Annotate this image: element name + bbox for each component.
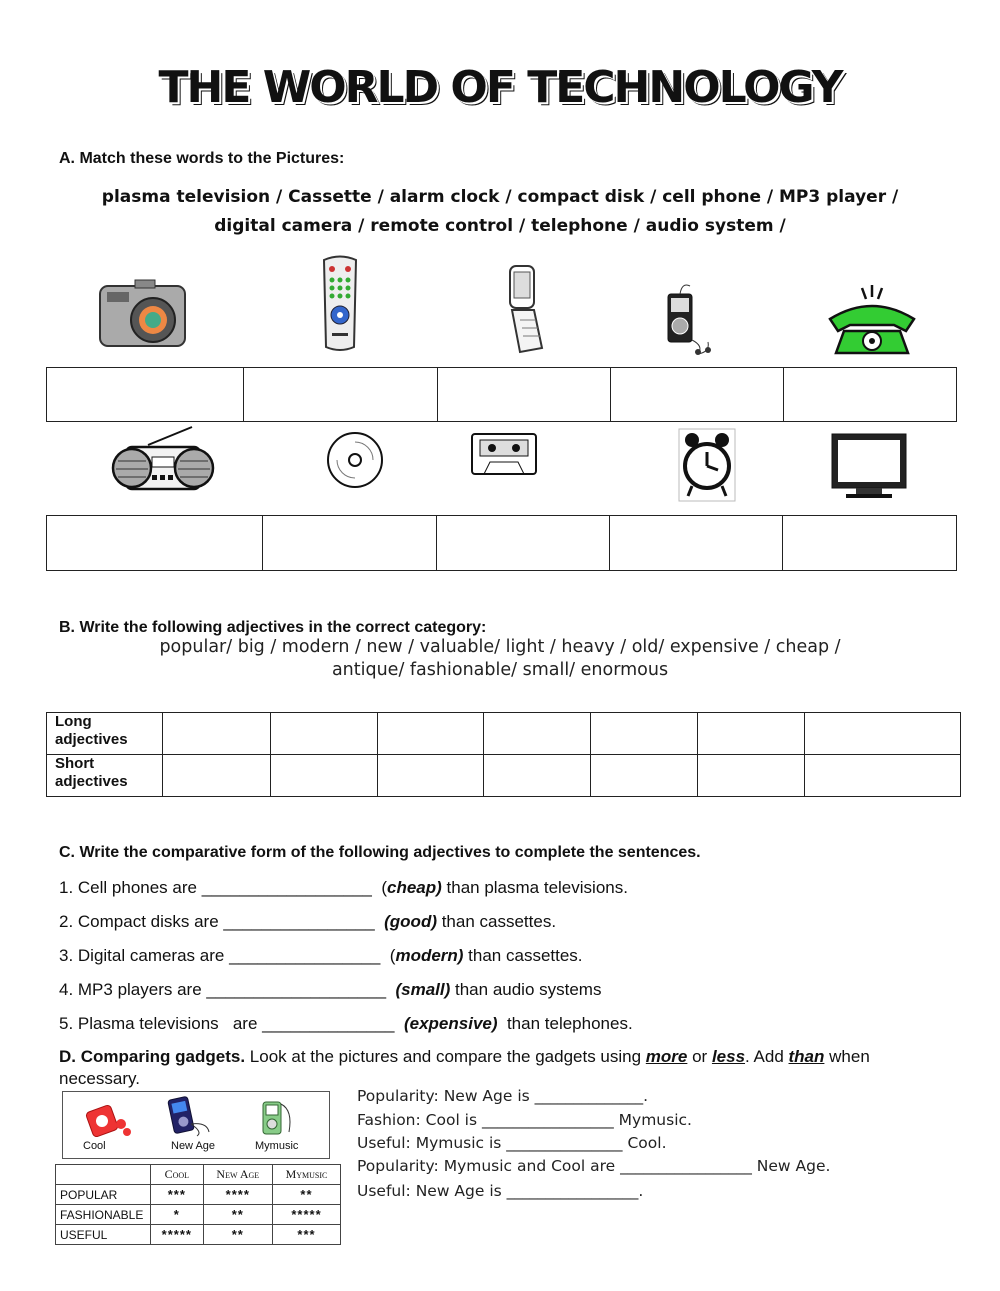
rating-cell: * bbox=[151, 1205, 204, 1225]
new-age-gadget-icon bbox=[163, 1094, 213, 1138]
rating-cell: ***** bbox=[272, 1205, 340, 1225]
sentence-1: 1. Cell phones are __________________ (cheap) than plasma televisions. bbox=[59, 878, 628, 897]
adjective-table bbox=[46, 712, 961, 797]
rating-cell: ***** bbox=[151, 1225, 204, 1245]
answer-row-2 bbox=[46, 515, 957, 571]
gadgets-picture-box bbox=[62, 1091, 330, 1159]
section-c-heading: C. Write the comparative form of the following adjectives to complete the sentences. bbox=[59, 844, 701, 861]
cool-gadget-icon bbox=[81, 1096, 131, 1138]
cassette-icon bbox=[470, 432, 538, 476]
answer-cell[interactable] bbox=[378, 755, 484, 797]
remote-control-icon bbox=[318, 255, 363, 355]
section-d-heading: D. Comparing gadgets. Look at the pictures and compare the gadgets using more or less. Add than when necessary. bbox=[59, 1047, 870, 1088]
gadget-label-mymusic: Mymusic bbox=[255, 1140, 299, 1152]
page-title: THE WORLD OF TECHNOLOGY bbox=[158, 62, 842, 113]
rating-cell: ** bbox=[203, 1205, 272, 1225]
answer-cell[interactable] bbox=[805, 755, 961, 797]
word-list-line-1: plasma television / Cassette / alarm clock / compact disk / cell phone / MP3 player / bbox=[101, 187, 899, 207]
answer-box[interactable] bbox=[610, 516, 783, 571]
answer-box[interactable] bbox=[47, 368, 244, 422]
sentence-2: 2. Compact disks are ________________ (good) than cassettes. bbox=[59, 912, 557, 931]
television-icon bbox=[830, 432, 910, 500]
mp3-player-icon bbox=[660, 280, 715, 358]
adjective-list-line-1: popular/ big / modern / new / valuable/ light / heavy / old/ expensive / cheap / bbox=[159, 637, 841, 657]
header-cool: Cool bbox=[151, 1165, 204, 1185]
telephone-icon bbox=[826, 285, 916, 357]
adjective-list-line-2: antique/ fashionable/ small/ enormous bbox=[331, 660, 669, 680]
answer-box[interactable] bbox=[611, 368, 784, 422]
rating-cell: *** bbox=[272, 1225, 340, 1245]
gadget-label-cool: Cool bbox=[83, 1140, 106, 1152]
answer-cell[interactable] bbox=[271, 713, 378, 755]
section-b-heading: B. Write the following adjectives in the correct category: bbox=[59, 619, 487, 636]
answer-box[interactable] bbox=[783, 516, 957, 571]
answer-box[interactable] bbox=[437, 516, 610, 571]
long-adjectives-label: Long adjectives bbox=[47, 713, 163, 755]
alarm-clock-icon bbox=[678, 428, 736, 502]
short-adjectives-label: Short adjectives bbox=[47, 755, 163, 797]
answer-cell[interactable] bbox=[591, 755, 698, 797]
row-label-fashionable: FASHIONABLE bbox=[56, 1205, 151, 1225]
answer-box[interactable] bbox=[438, 368, 611, 422]
answer-cell[interactable] bbox=[591, 713, 698, 755]
answer-row-1 bbox=[46, 367, 957, 422]
row-label-useful: USEFUL bbox=[56, 1225, 151, 1245]
rating-cell: ** bbox=[203, 1225, 272, 1245]
rating-cell: **** bbox=[203, 1185, 272, 1205]
ratings-table bbox=[55, 1164, 341, 1245]
answer-box[interactable] bbox=[784, 368, 957, 422]
mymusic-gadget-icon bbox=[253, 1096, 303, 1138]
word-list-line-2: digital camera / remote control / telephone / audio system / bbox=[214, 216, 786, 236]
compact-disk-icon bbox=[325, 430, 385, 490]
rating-cell: *** bbox=[151, 1185, 204, 1205]
sentence-4: 4. MP3 players are ___________________ (small) than audio systems bbox=[59, 980, 602, 999]
answer-cell[interactable] bbox=[698, 713, 805, 755]
comparison-sentence-1: Popularity: New Age is ______________. bbox=[357, 1087, 649, 1105]
answer-cell[interactable] bbox=[271, 755, 378, 797]
gadget-label-new-age: New Age bbox=[171, 1140, 216, 1152]
header-mymusic: Mymusic bbox=[272, 1165, 340, 1185]
sentence-3: 3. Digital cameras are ________________ (modern) than cassettes. bbox=[59, 946, 583, 965]
answer-cell[interactable] bbox=[163, 713, 271, 755]
answer-cell[interactable] bbox=[805, 713, 961, 755]
camera-icon bbox=[95, 278, 190, 353]
answer-cell[interactable] bbox=[698, 755, 805, 797]
answer-box[interactable] bbox=[47, 516, 263, 571]
comparison-sentence-2: Fashion: Cool is _________________ Mymusic. bbox=[357, 1111, 692, 1129]
header-new-age: New Age bbox=[203, 1165, 272, 1185]
comparison-sentence-4: Popularity: Mymusic and Cool are _________________ New Age. bbox=[357, 1157, 831, 1175]
answer-cell[interactable] bbox=[484, 713, 591, 755]
answer-cell[interactable] bbox=[163, 755, 271, 797]
cell-phone-icon bbox=[500, 262, 550, 357]
comparison-sentence-5: Useful: New Age is _________________. bbox=[357, 1182, 644, 1200]
rating-cell: ** bbox=[272, 1185, 340, 1205]
answer-cell[interactable] bbox=[378, 713, 484, 755]
answer-box[interactable] bbox=[244, 368, 438, 422]
comparison-sentence-3: Useful: Mymusic is _______________ Cool. bbox=[357, 1134, 667, 1152]
section-a-heading: A. Match these words to the Pictures: bbox=[59, 150, 345, 167]
answer-box[interactable] bbox=[263, 516, 437, 571]
row-label-popular: POPULAR bbox=[56, 1185, 151, 1205]
sentence-5: 5. Plasma televisions are ______________ (expensive) than telephones. bbox=[59, 1014, 633, 1033]
answer-cell[interactable] bbox=[484, 755, 591, 797]
audio-system-icon bbox=[110, 425, 215, 495]
